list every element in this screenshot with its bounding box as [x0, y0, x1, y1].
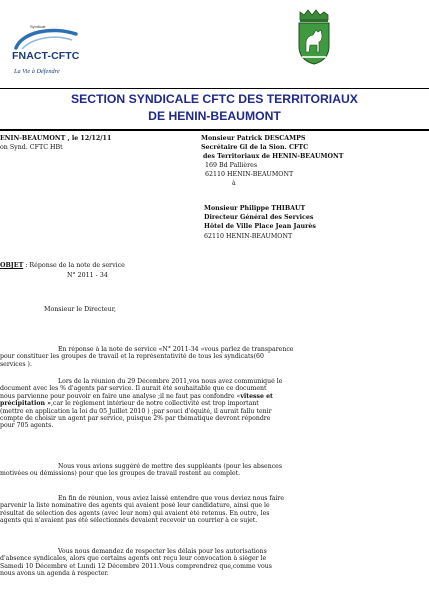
sender-ref: on Synd. CFTC HBt — [0, 144, 63, 151]
sender-place-text: ENIN-BEAUMONT , le 12/12/11 — [0, 135, 112, 142]
p2-bold-vitesse: vitesse et — [240, 392, 273, 400]
paragraph-4 — [0, 495, 424, 525]
recipient2-address: 62110 HENIN-BEAUMONT — [204, 233, 293, 240]
logo-name: FNACT-CFTC — [12, 50, 80, 62]
p2-bold-precipitation: précipitation » — [0, 400, 52, 408]
p2-line-1: Lors de la réunion du 29 Décembre 2011,vos nous avez communiqué le — [58, 378, 283, 385]
p1-line-2: pour constituer les groupes de travail et la représentativité de tous les syndicats(60 — [0, 353, 264, 361]
top-rule — [0, 88, 429, 89]
objet-line — [0, 262, 125, 269]
p4-line-4: agents qui n'avaient pas été sélectionnés devaient recevoir un courrier à ce sujet. — [0, 517, 258, 525]
p2-line-3 — [0, 393, 424, 400]
fnact-cftc-logo — [2, 22, 122, 82]
recipient1-address1: 169 Bd Pallières — [205, 162, 258, 169]
title-line-2: DE HENIN-BEAUMONT — [148, 109, 281, 123]
p5-line-2: d'absence syndicales, alors que certains agents ont reçu leur convocation à siéger le — [0, 555, 267, 563]
p4-line-3: résultat de sélection des agents (avec leur nom) qui avaient été retenus. En outre, les — [0, 509, 270, 517]
p2-line-6: compte de choisir un agent par service, puisque 2% par thématique devront répondre — [0, 415, 271, 423]
p5-line-3: Samedi 10 Décembre et Lundi 12 Décembre 2011.Vous comprendrez que,comme vous — [0, 562, 272, 570]
greeting: Monsieur le Directeur, — [44, 306, 117, 313]
title-line-1: SECTION SYNDICALE CFTC DES TERRITORIAUX — [71, 92, 358, 106]
paragraph-2 — [0, 378, 424, 430]
p3-line-1: Nous vous avions suggéré de mettre des suppléants (pour les absences — [58, 463, 282, 470]
p2-line-5: (mettre en application la loi du 05 Juillet 2010 ) ;par souci d'équité, il aurait fallu tenir — [0, 407, 272, 415]
recipient1-address2: 62110 HENIN-BEAUMONT — [205, 171, 294, 178]
paragraph-3 — [0, 463, 424, 478]
p2-line-4-rest: ,car le règlement intérieur de notre collectivité est trop important — [51, 400, 259, 408]
p2-line-2: document avec les % d'agents par service. Il aurait été souhaitable que ce document — [0, 385, 267, 393]
recipient1-role1: Secrétaire Gl de la Sion. CFTC — [201, 144, 309, 151]
crest-icon — [294, 8, 334, 66]
bottom-rule — [0, 129, 429, 131]
recipient2-place: Hôtel de Ville Place Jean Jaurès — [204, 223, 316, 230]
p4-line-2: parvenir la liste nominative des agents qui avaient posé leur candidature, ainsi que le — [0, 502, 270, 510]
p5-line-4: nous avons un agenda à respecter. — [0, 570, 109, 578]
recipient1-a: à — [232, 180, 236, 187]
recipient2-role: Directeur Général des Services — [204, 214, 314, 221]
paragraph-1 — [0, 346, 424, 368]
recipient2-name: Monsieur Philippe THIBAUT — [204, 205, 306, 212]
sender-place-date — [0, 135, 111, 142]
p2-line-4 — [0, 400, 424, 407]
logo-tagline: La Vie à Défendre — [14, 68, 60, 75]
objet-number: N° 2011 - 34 — [67, 272, 108, 279]
p2-line-3-text: nous parvienne pour pouvoir en faire une analyse ;il ne faut pas confondre « — [0, 392, 241, 400]
p3-line-2: motivées ou démissions) pour que les groupes de travail restent au complet. — [0, 470, 241, 478]
p2-line-7: pour 705 agents. — [0, 422, 54, 430]
p4-line-1: En fin de réunion, vous aviez laissé entendre que vous deviez nous faire — [58, 495, 285, 502]
p1-line-3: services ). — [0, 360, 32, 368]
recipient1-role2: des Territoriaux de HENIN-BEAUMONT — [203, 153, 344, 160]
objet-text: : Réponse de la note de service — [23, 262, 125, 269]
city-crest-logo — [294, 8, 334, 66]
recipient1-name: Monsieur Patrick DESCAMPS — [201, 135, 306, 142]
paragraph-5 — [0, 548, 424, 578]
logo-syndicat-text: Syndicat — [30, 24, 46, 29]
objet-label: OBJET — [0, 262, 24, 269]
p5-line-1: Vous nous demandez de respecter les délais pour les autorisations — [58, 548, 267, 555]
p1-line-1: En réponse à la note de service «N° 2011-34 »vous parlez de transparence — [58, 346, 294, 353]
